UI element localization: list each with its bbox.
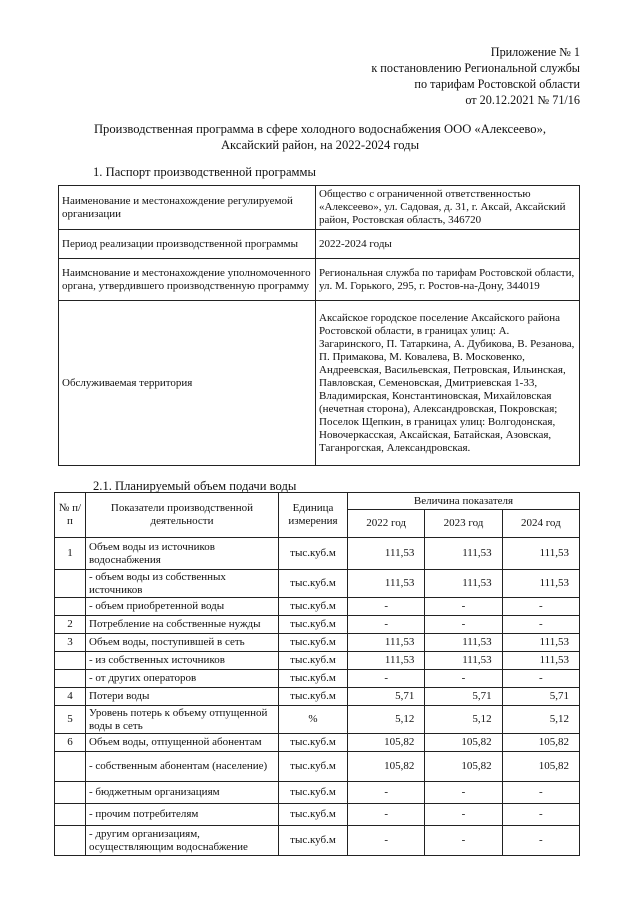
document-title: [60, 121, 580, 153]
row-value-2022: 105,82: [348, 734, 425, 752]
header-2022: 2022 год: [348, 510, 425, 538]
row-value-2022: 111,53: [348, 634, 425, 652]
row-num: [55, 598, 86, 616]
passport-value: Аксайское городское поселение Аксайского района Ростовской области, в границах улиц: А. Загаринского, П. Татаркина, А. Дубикова, В. Резанова, П. Примакова, М. Ковалева, В. Московенко, Андреевская, Васильевская, Петровская, Ильинская, Павловская, Семеновская, Дмитриевская 1-33, Владимирская, Константиновская, Михайловская (нечетная сторона), Александровская, Покровская; Поселок Щепкин, в границах улиц: Волгодонская, Новочеркасская, Аксайская, Батайская, Азовская, Таганрогская, Александровская.: [316, 301, 580, 466]
table-row: [55, 616, 580, 634]
row-value-2022: -: [348, 782, 425, 804]
row-value-2024: -: [502, 598, 579, 616]
appendix-line-4: от 20.12.2021 № 71/16: [465, 93, 580, 107]
row-indicator: - прочим потребителям: [86, 804, 279, 826]
row-value-2024: 5,12: [502, 706, 579, 734]
row-unit: тыс.куб.м: [279, 598, 348, 616]
table-row: [55, 670, 580, 688]
header-unit: Единица измерения: [279, 493, 348, 538]
row-value-2023: 111,53: [425, 652, 502, 670]
row-indicator: - другим организациям, осуществляющим водоснабжение: [86, 826, 279, 856]
row-value-2024: -: [502, 616, 579, 634]
row-indicator: - из собственных источников: [86, 652, 279, 670]
row-unit: тыс.куб.м: [279, 652, 348, 670]
row-unit: тыс.куб.м: [279, 688, 348, 706]
row-value-2022: 111,53: [348, 570, 425, 598]
table-row: [55, 734, 580, 752]
table-row: [59, 230, 580, 259]
appendix-line-2: к постановлению Региональной службы: [371, 61, 580, 75]
row-value-2023: -: [425, 826, 502, 856]
title-line-1: Производственная программа в сфере холодного водоснабжения ООО «Алексеево»,: [93, 122, 547, 136]
appendix-line-3: по тарифам Ростовской области: [414, 77, 580, 91]
passport-key: Наименование и местонахождение регулируемой организации: [59, 186, 316, 230]
row-value-2024: 5,71: [502, 688, 579, 706]
row-indicator: - объем приобретенной воды: [86, 598, 279, 616]
passport-value: Региональная служба по тарифам Ростовской области, ул. М. Горького, 295, г. Ростов-на-Дону, 344019: [316, 259, 580, 301]
row-value-2023: 105,82: [425, 752, 502, 782]
row-unit: тыс.куб.м: [279, 826, 348, 856]
row-value-2024: 111,53: [502, 652, 579, 670]
row-value-2022: 5,12: [348, 706, 425, 734]
table-row: [55, 752, 580, 782]
row-indicator: Объем воды, отпущенной абонентам: [86, 734, 279, 752]
table-row: [59, 259, 580, 301]
row-indicator: - от других операторов: [86, 670, 279, 688]
row-unit: тыс.куб.м: [279, 616, 348, 634]
table-row: [55, 826, 580, 856]
row-num: [55, 570, 86, 598]
row-value-2023: 111,53: [425, 634, 502, 652]
section-1-heading: 1. Паспорт производственной программы: [93, 165, 316, 179]
row-indicator: - бюджетным организациям: [86, 782, 279, 804]
passport-value: Общество с ограниченной ответственностью «Алексеево», ул. Садовая, д. 31, г. Аксай, Аксайский район, Ростовская область, 346720: [316, 186, 580, 230]
section-2-heading: 2.1. Планируемый объем подачи воды: [93, 479, 297, 493]
row-indicator: Потребление на собственные нужды: [86, 616, 279, 634]
row-value-2023: 111,53: [425, 538, 502, 570]
row-indicator: - собственным абонентам (население): [86, 752, 279, 782]
row-indicator: Объем воды из источников водоснабжения: [86, 538, 279, 570]
row-value-2022: 111,53: [348, 652, 425, 670]
row-value-2022: 5,71: [348, 688, 425, 706]
table-row: [55, 688, 580, 706]
row-value-2023: 111,53: [425, 570, 502, 598]
table-row: [55, 538, 580, 570]
row-num: [55, 652, 86, 670]
row-unit: тыс.куб.м: [279, 538, 348, 570]
row-value-2022: -: [348, 598, 425, 616]
row-num: [55, 670, 86, 688]
row-num: 6: [55, 734, 86, 752]
row-value-2022: -: [348, 670, 425, 688]
header-indicator: Показатели производственной деятельности: [86, 493, 279, 538]
row-num: [55, 752, 86, 782]
title-line-2: Аксайский район, на 2022-2024 годы: [220, 138, 420, 152]
row-value-2023: 105,82: [425, 734, 502, 752]
table-row: [55, 598, 580, 616]
row-num: [55, 804, 86, 826]
row-value-2024: 111,53: [502, 538, 579, 570]
row-num: [55, 826, 86, 856]
row-value-2022: 111,53: [348, 538, 425, 570]
row-indicator: Объем воды, поступившей в сеть: [86, 634, 279, 652]
row-value-2023: -: [425, 598, 502, 616]
row-unit: тыс.куб.м: [279, 634, 348, 652]
passport-value: 2022-2024 годы: [316, 230, 580, 259]
appendix-line-1: Приложение № 1: [490, 45, 580, 59]
row-value-2024: 111,53: [502, 634, 579, 652]
table-row: [55, 782, 580, 804]
row-num: 5: [55, 706, 86, 734]
header-2024: 2024 год: [502, 510, 579, 538]
header-num: № п/п: [55, 493, 86, 538]
table-row: [55, 706, 580, 734]
table-row: [55, 804, 580, 826]
table-row: [55, 652, 580, 670]
row-value-2023: -: [425, 670, 502, 688]
row-value-2024: -: [502, 670, 579, 688]
row-value-2022: -: [348, 616, 425, 634]
row-value-2023: -: [425, 616, 502, 634]
table-row: [59, 186, 580, 230]
row-unit: тыс.куб.м: [279, 752, 348, 782]
row-value-2024: 105,82: [502, 752, 579, 782]
row-indicator: Потери воды: [86, 688, 279, 706]
row-unit: тыс.куб.м: [279, 804, 348, 826]
row-num: 1: [55, 538, 86, 570]
row-num: 3: [55, 634, 86, 652]
row-value-2022: -: [348, 804, 425, 826]
row-unit: %: [279, 706, 348, 734]
passport-key: Обслуживаемая территория: [59, 301, 316, 466]
row-unit: тыс.куб.м: [279, 734, 348, 752]
row-value-2023: 5,71: [425, 688, 502, 706]
row-unit: тыс.куб.м: [279, 570, 348, 598]
row-unit: тыс.куб.м: [279, 782, 348, 804]
row-value-2024: 105,82: [502, 734, 579, 752]
row-value-2024: -: [502, 804, 579, 826]
appendix-block: [371, 44, 580, 108]
row-indicator: Уровень потерь к объему отпущенной воды в сеть: [86, 706, 279, 734]
table-row: [55, 634, 580, 652]
row-value-2024: -: [502, 826, 579, 856]
passport-table: [58, 185, 580, 466]
header-2023: 2023 год: [425, 510, 502, 538]
row-value-2023: 5,12: [425, 706, 502, 734]
water-volume-table: [54, 492, 580, 856]
row-value-2024: 111,53: [502, 570, 579, 598]
table-row: [59, 301, 580, 466]
passport-key: Период реализации производственной программы: [59, 230, 316, 259]
passport-key: Наимснование и местонахождение уполномоченного органа, утвердившего производственную программу: [59, 259, 316, 301]
row-indicator: - объем воды из собственных источников: [86, 570, 279, 598]
table-row: [55, 570, 580, 598]
row-value-2022: 105,82: [348, 752, 425, 782]
row-value-2023: -: [425, 782, 502, 804]
row-num: [55, 782, 86, 804]
row-num: 4: [55, 688, 86, 706]
row-unit: тыс.куб.м: [279, 670, 348, 688]
header-value-group: Величина показателя: [348, 493, 580, 510]
table-header-row: [55, 493, 580, 510]
row-value-2024: -: [502, 782, 579, 804]
row-num: 2: [55, 616, 86, 634]
row-value-2023: -: [425, 804, 502, 826]
row-value-2022: -: [348, 826, 425, 856]
